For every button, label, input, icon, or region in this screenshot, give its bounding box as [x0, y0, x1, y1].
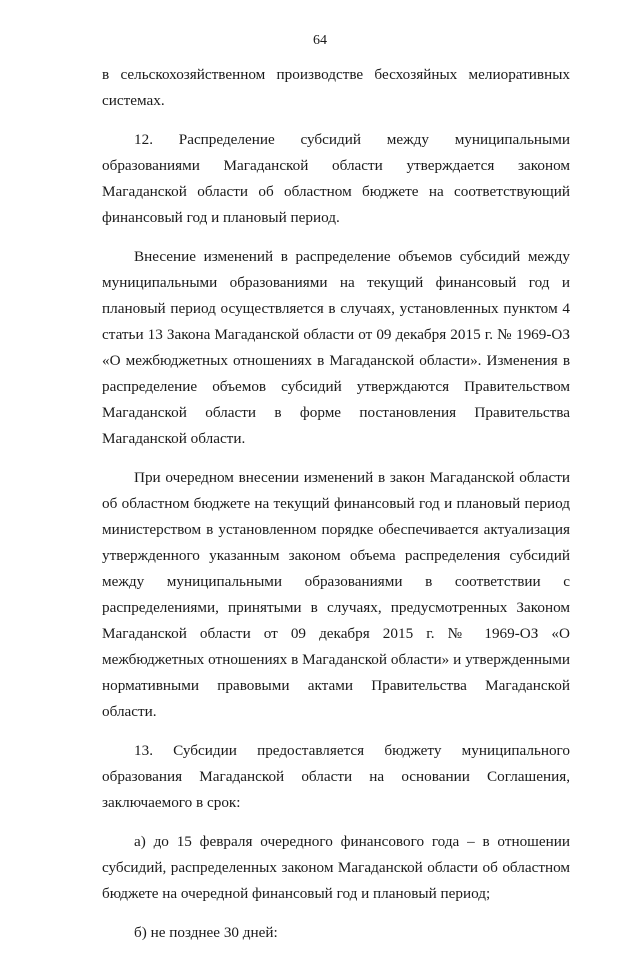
paragraph-12: 12. Распределение субсидий между муниципальными образованиями Магаданской области утверждается законом Магаданской области об областном бюджете на соответствующий финансовый год и плановый период.: [102, 131, 570, 226]
paragraph-continuation: в сельскохозяйственном производстве бесхозяйных мелиоративных системах.: [102, 66, 570, 109]
paragraph-changes: Внесение изменений в распределение объемов субсидий между муниципальными образованиями на текущий финансовый год и плановый период осуществляется в случаях, установленных пунктом 4 статьи 13 Закона Магаданской области от 09 декабря 2015 г. № 1969-ОЗ «О межбюджетных отношениях в Магаданской области». Изменения в распределение объемов субсидий утверждаются Правительством Магаданской области в форме постановления Правительства Магаданской области.: [102, 248, 570, 447]
paragraph-13-a: а) до 15 февраля очередного финансового года – в отношении субсидий, распределенных законом Магаданской области об областном бюджете на очередной финансовый год и плановый период;: [102, 833, 570, 902]
paragraph-actualization: При очередном внесении изменений в закон Магаданской области об областном бюджете на текущий финансовый год и плановый период министерством в установленном порядке обеспечивается актуализация утвержденного указанным законом объема распределения субсидий между муниципальными образованиями в соответствии с распределениями, принятыми в случаях, предусмотренных Законом Магаданской области от 09 декабря 2015 г. № 1969-ОЗ «О межбюджетных отношениях в Магаданской области» и утвержденными нормативными правовыми актами Правительства Магаданской области.: [102, 469, 570, 720]
document-body: [102, 62, 570, 959]
page-number: 64: [313, 33, 327, 48]
paragraph-13-b: б) не позднее 30 дней:: [134, 924, 278, 941]
paragraph-13: 13. Субсидии предоставляется бюджету муниципального образования Магаданской области на основании Соглашения, заключаемого в срок:: [102, 742, 570, 811]
